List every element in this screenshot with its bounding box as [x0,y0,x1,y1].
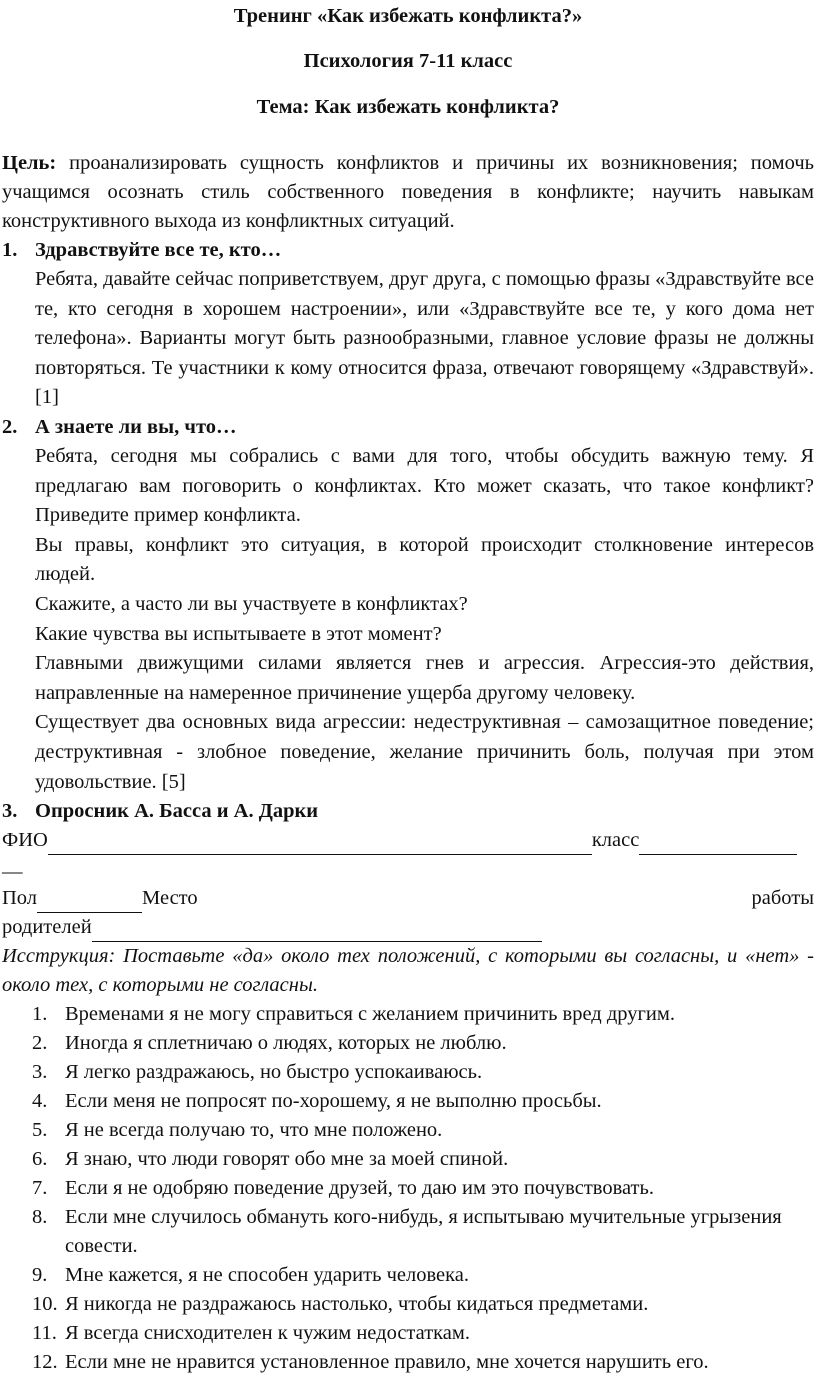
section-1-title: Здравствуйте все те, кто… [35,239,282,261]
section-2-paragraph: Ребята, сегодня мы собрались с вами для того, чтобы обсудить важную тему. Я предлагаю вам поговорить о конфликтах. Кто может сказать, что такое конфликт? Приведите пример конфликта. [35,444,814,527]
section-2-heading [2,413,814,442]
document-subtitle: Психология 7-11 класс [303,50,513,72]
section-2-paragraph: Какие чувства вы испытываете в этот момент? [35,622,442,645]
goal-paragraph [2,149,814,236]
trailing-blank: __ [2,854,23,877]
list-item: 7. Если я не одобряю поведение друзей, то даю им это почувствовать. [32,1177,654,1200]
instruction-text [2,942,814,1000]
instruction-italic: Исструкция: Поставьте «да» около тех положений, с которыми вы согласны, и «нет» - около тех, с которыми не согласны. [2,945,814,997]
list-item: 9. Мне кажется, я не способен ударить человека. [32,1264,469,1287]
section-2-paragraph: Скажите, а часто ли вы участвуете в конфликтах? [35,592,468,615]
document-body [2,149,814,1377]
list-item: 11. Я всегда снисходителен к чужим недостаткам. [32,1322,471,1345]
list-item: 6. Я знаю, что люди говорят обо мне за моей спиной. [32,1148,509,1171]
gender-label: Пол [2,887,38,910]
list-item: 3. Я легко раздражаюсь, но быстро успокаиваюсь. [32,1061,483,1084]
section-3-title: Опросник А. Басса и А. Дарки [35,800,319,823]
section-1-paragraph: Ребята, давайте сейчас поприветствуем, друг друга, с помощью фразы «Здравствуйте все те, кто сегодня в хорошем настроении», или «Здравствуйте все те, у кого дома нет телефона». Варианты могут быть разнообразными, главное условие фразы не должны повторяться. Те участники к кому относится фраза, отвечают говорящему «Здравствуй».[1] [35,268,814,409]
questionnaire-list [2,1000,814,1377]
document-title: Тренинг «Как избежать конфликта?» [233,5,583,27]
list-item: 2. Иногда я сплетничаю о людях, которых не люблю. [32,1032,507,1055]
fio-row [2,826,814,855]
list-item: 12. Если мне не нравится установленное правило, мне хочется нарушить его. [32,1351,709,1374]
parents-row [2,913,814,942]
document-topic: Тема: Как избежать конфликта? [256,96,560,118]
section-2-paragraph: Вы правы, конфликт это ситуация, в которой происходит столкновение интересов людей. [35,533,814,586]
section-3-number: 3. [2,800,18,823]
goal-text: проанализировать сущность конфликтов и причины их возникновения; помочь учащимся осознать стиль собственного поведения в конфликте; научить навыкам конструктивного выхода из конфликтных ситуаций. [2,152,814,232]
list-item: 5. Я не всегда получаю то, что мне положено. [32,1119,443,1142]
section-2-number: 2. [2,415,18,438]
fio-blank[interactable] [48,835,592,855]
section-2-title: А знаете ли вы, что… [35,415,237,438]
section-2-paragraph: Существует два основных вида агрессии: недеструктивная – самозащитное поведение; деструктивная - злобное поведение, желание причинить боль, получая при этом удовольствие. [5] [35,711,814,793]
trailing-underline [2,855,814,884]
section-1-heading [2,236,814,265]
list-item: 4. Если меня не попросят по-хорошему, я не выполню просьбы. [32,1090,602,1113]
work-word: работы [751,887,814,910]
list-item: 8. Если мне случилось обмануть кого-нибудь, я испытываю мучительные угрызения совести. [32,1206,782,1258]
section-1-number: 1. [2,239,18,261]
class-label: класс [591,829,640,852]
gender-blank[interactable] [37,893,142,913]
parents-blank[interactable] [92,922,542,942]
class-blank[interactable] [639,835,797,855]
goal-label: Цель: [2,152,57,174]
section-2-paragraph: Главными движущими силами является гнев и агрессия. Агрессия-это действия, направленные на намеренное причинение ущерба другому человеку. [35,652,814,704]
fio-label: ФИО [2,829,48,852]
work-label: Место [142,887,198,910]
gender-row [2,884,814,913]
parents-label: родителей [2,916,92,939]
list-item: 10. Я никогда не раздражаюсь настолько, чтобы кидаться предметами. [32,1293,649,1316]
list-item: 1. Временами я не могу справиться с желанием причинить вред другим. [32,1003,675,1026]
section-3-heading [2,797,814,826]
